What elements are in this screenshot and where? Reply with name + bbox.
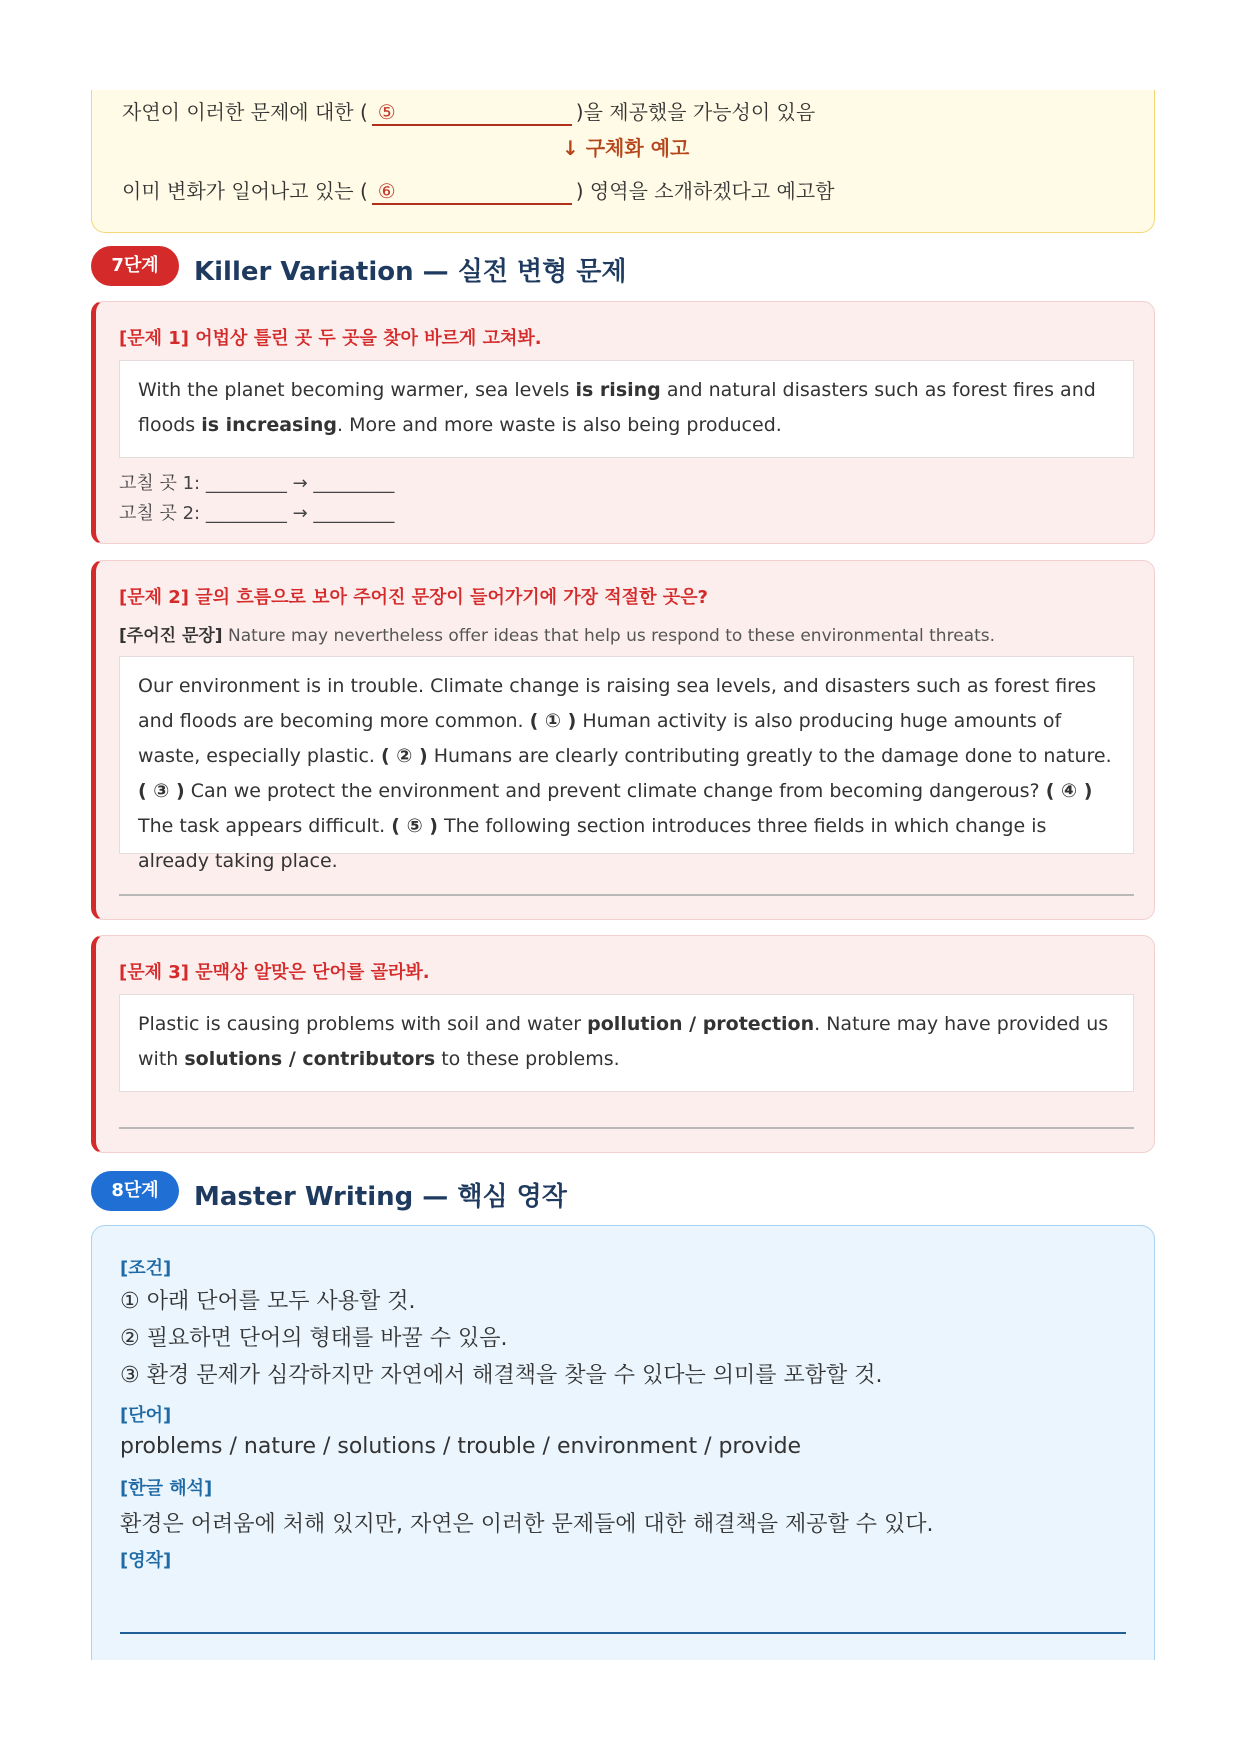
summary-line-2-suffix: ) 영역을 소개하겠다고 예고함 (575, 179, 835, 203)
word-choice-2[interactable]: solutions / contributors (184, 1048, 436, 1070)
insert-position-1[interactable]: ( ① ) (529, 710, 577, 732)
insert-position-4[interactable]: ( ④ ) (1045, 780, 1093, 802)
summary-box (91, 90, 1155, 233)
insert-position-5[interactable]: ( ⑤ ) (391, 815, 438, 837)
word-list: problems / nature / solutions / trouble / environment / provide (120, 1434, 802, 1459)
writing-box (91, 1225, 1155, 1660)
passage-text: . More and more waste is also being produced. (336, 414, 782, 436)
condition-3: ③ 환경 문제가 심각하지만 자연에서 해결책을 찾을 수 있다는 의미를 포함할 것. (120, 1363, 883, 1388)
korean-label: [한글 해석] (120, 1478, 213, 1499)
problem-3-passage (119, 994, 1134, 1092)
summary-line-1-suffix: )을 제공했을 가능성이 있음 (575, 100, 816, 124)
blank-5[interactable]: ⑤ (372, 100, 572, 126)
summary-line-1-prefix: 자연이 이러한 문제에 대한 ( (122, 100, 368, 124)
writing-answer-line[interactable] (120, 1632, 1126, 1634)
error-candidate-1[interactable]: is rising (575, 379, 661, 401)
problem-2-passage (119, 656, 1134, 872)
given-sentence-label: [주어진 문장] (119, 626, 223, 646)
passage-text: The following section introduces three fields in which change is already taking place. (138, 815, 1047, 872)
problem-3-card (91, 935, 1155, 1153)
conditions-label: [조건] (120, 1258, 172, 1279)
passage-text: Human activity is also producing huge amounts of waste, especially plastic. (138, 710, 1062, 767)
passage-text: With the planet becoming warmer, sea levels (138, 379, 576, 401)
blank-6[interactable]: ⑥ (372, 179, 572, 205)
summary-line-2 (122, 175, 834, 205)
summary-line-1 (122, 96, 815, 126)
korean-translation: 환경은 어려움에 처해 있지만, 자연은 이러한 문제들에 대한 해결책을 제공할 수 있다. (120, 1512, 934, 1537)
fix-line-1[interactable]: 고칠 곳 1: _________ → _________ (119, 473, 395, 494)
step-8-badge: 8단계 (91, 1171, 179, 1211)
problem-2-question: [문제 2] 글의 흐름으로 보아 주어진 문장이 들어가기에 가장 적절한 곳은? (119, 587, 708, 608)
step-8-title: Master Writing — 핵심 영작 (194, 1182, 567, 1212)
problem-2-card (91, 560, 1155, 920)
problem-1-question: [문제 1] 어법상 틀린 곳 두 곳을 찾아 바르게 고쳐봐. (119, 328, 542, 349)
fix-line-2[interactable]: 고칠 곳 2: _________ → _________ (119, 503, 395, 524)
summary-line-2-prefix: 이미 변화가 일어나고 있는 ( (122, 179, 368, 203)
answer-line[interactable] (119, 894, 1134, 896)
insert-position-3[interactable]: ( ③ ) (138, 780, 185, 802)
passage-text: Humans are clearly contributing greatly to the damage done to nature. (427, 745, 1112, 767)
passage-text: Plastic is causing problems with soil and water (138, 1013, 588, 1035)
answer-label: [영작] (120, 1550, 172, 1571)
insert-position-2[interactable]: ( ② ) (380, 745, 428, 767)
given-sentence-text: Nature may nevertheless offer ideas that help us respond to these environmental threats. (222, 626, 995, 646)
step-7-title: Killer Variation — 실전 변형 문제 (194, 257, 627, 287)
passage-text: and natural disasters such as forest fires and floods (138, 379, 1096, 436)
word-choice-1[interactable]: pollution / protection (587, 1013, 815, 1035)
given-sentence (119, 621, 995, 646)
answer-line[interactable] (119, 1127, 1134, 1129)
condition-1: ① 아래 단어를 모두 사용할 것. (120, 1289, 416, 1314)
problem-1-card (91, 301, 1155, 544)
error-candidate-2[interactable]: is increasing (201, 414, 337, 436)
passage-text: . Nature may have provided us with (138, 1013, 1109, 1070)
step-7-badge: 7단계 (91, 246, 179, 286)
condition-2: ② 필요하면 단어의 형태를 바꿀 수 있음. (120, 1326, 508, 1351)
passage-text: Can we protect the environment and prevent climate change from becoming dangerous? (184, 780, 1046, 802)
passage-text: to these problems. (435, 1048, 620, 1070)
passage-text: Our environment is in trouble. Climate change is raising sea levels, and disasters such as forest fires and floods are becoming more common. (138, 675, 1097, 732)
problem-3-question: [문제 3] 문맥상 알맞은 단어를 골라봐. (119, 962, 430, 983)
problem-1-passage (119, 360, 1134, 458)
passage-text: The task appears difficult. (138, 815, 392, 837)
words-label: [단어] (120, 1405, 172, 1426)
arrow-note: ↓ 구체화 예고 (562, 136, 690, 160)
